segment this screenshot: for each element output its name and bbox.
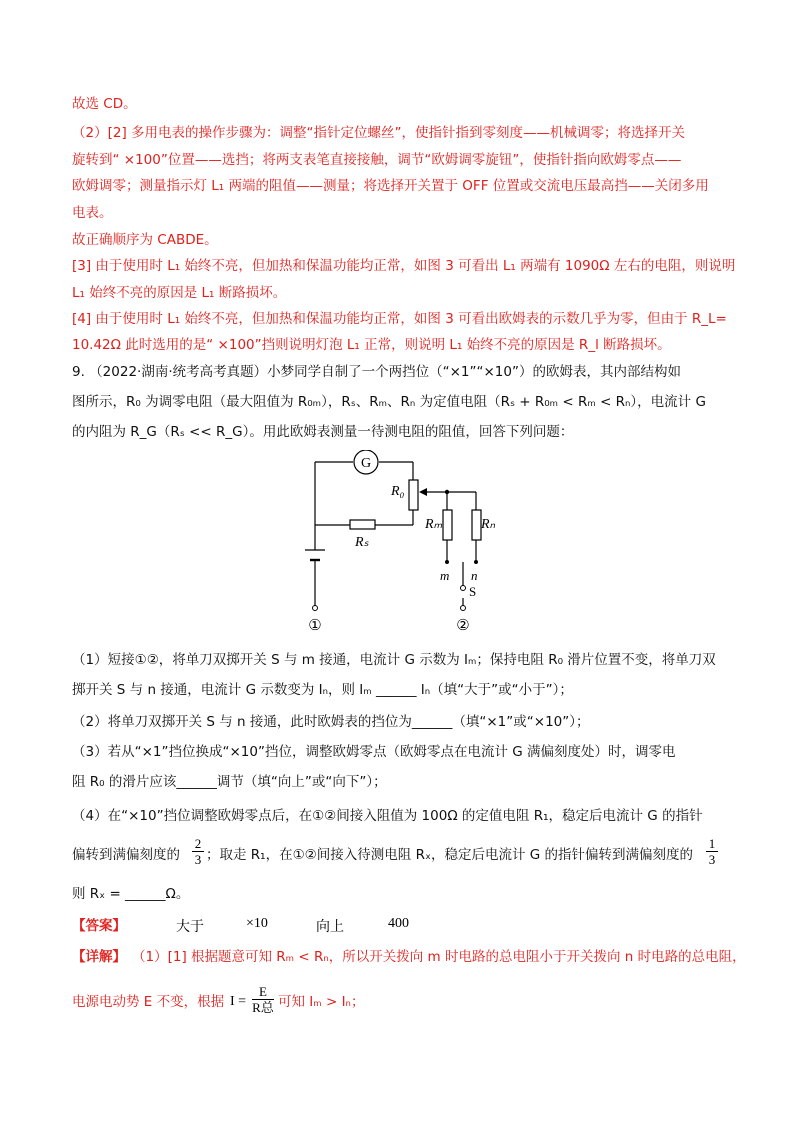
detail-line: （1）[1] 根据题意可知 Rₘ < Rₙ，所以开关拨向 m 时电路的总电阻小于开关拨向 n 时电路的总电阻， bbox=[132, 949, 746, 965]
question-line: 的内阻为 R_G（Rₛ << R_G）。用此欧姆表测量一待测电阻的阻值，回答下列问题： bbox=[72, 424, 574, 440]
rm-label: Rₘ bbox=[425, 517, 443, 532]
formula-numerator: E bbox=[259, 984, 267, 999]
fraction-denominator: 3 bbox=[706, 851, 718, 867]
resistor-r0 bbox=[409, 480, 418, 510]
circuit-diagram bbox=[295, 450, 515, 640]
m-label: m bbox=[440, 568, 450, 583]
fraction-numerator: 1 bbox=[708, 836, 716, 851]
question-line: 9. （2022·湖南·统考高考真题）小梦同学自制了一个两挡位（“×1”“×10”）的欧姆表，其内部结构如 bbox=[72, 364, 681, 380]
formula-fraction bbox=[252, 984, 274, 1015]
galvanometer-label: G bbox=[360, 456, 372, 471]
contact-n bbox=[474, 560, 478, 564]
detail-line-pre: 电源电动势 E 不变，根据 bbox=[72, 994, 225, 1010]
resistor-rs bbox=[350, 520, 375, 529]
answer-value-1: 大于 bbox=[176, 920, 204, 935]
part-2-line: （2）将单刀双掷开关 S 与 n 接通，此时欧姆表的挡位为______（填“×1”或“×10”）； bbox=[72, 714, 590, 730]
answer-line: 10.42Ω 此时选用的是“ ×100”挡则说明灯泡 L₁ 正常，则说明 L₁ 始终不亮的原因是 R_l 断路损坏。 bbox=[72, 337, 671, 353]
answer-line: [4] 由于使用时 L₁ 始终不亮，但加热和保温功能均正常，如图 3 可看出欧姆表的示数几乎为零，但由于 R_L= bbox=[72, 311, 727, 327]
resistor-rn bbox=[472, 510, 481, 540]
answer-line: [3] 由于使用时 L₁ 始终不亮，但加热和保温功能均正常，如图 3 可看出 L₁ 两端有 1090Ω 左右的电阻，则说明 bbox=[72, 258, 736, 274]
fraction-one-third bbox=[706, 836, 718, 867]
part-1-line: 掷开关 S 与 n 接通，电流计 G 示数变为 Iₙ，则 Iₘ ______ Iₙ（填“大于”或“小于”）； bbox=[72, 682, 573, 698]
part-4-line: 则 Rₓ = ______Ω。 bbox=[72, 886, 190, 902]
fraction-two-thirds bbox=[192, 836, 204, 867]
question-line: 图所示，R₀ 为调零电阻（最大阻值为 R₀ₘ），Rₛ、Rₘ、Rₙ 为定值电阻（Rₛ + R₀ₘ < Rₘ < Rₙ），电流计 G bbox=[72, 394, 706, 410]
detail-line-post: 可知 Iₘ > Iₙ； bbox=[278, 994, 365, 1010]
answer-label: 【答案】 bbox=[72, 918, 126, 934]
resistor-rm bbox=[443, 510, 452, 540]
fraction-numerator: 2 bbox=[194, 836, 202, 851]
terminal-2-label: ② bbox=[456, 618, 470, 634]
s-label: S bbox=[469, 584, 477, 599]
part-4-line-pre: 偏转到满偏刻度的 bbox=[72, 847, 180, 863]
part-4-line-post: ；取走 R₁，在①②间接入待测电阻 Rₓ，稳定后电流计 G 的指针偏转到满偏刻度的 bbox=[206, 847, 693, 863]
detail-label: 【详解】 bbox=[72, 949, 126, 965]
answer-value-2: ×10 bbox=[246, 916, 268, 931]
switch-pivot bbox=[461, 586, 466, 591]
answer-line: （2）[2] 多用电表的操作步骤为：调整“指针定位螺丝”，使指针指到零刻度——机械调零；将选择开关 bbox=[72, 125, 685, 141]
slider-arrow-icon bbox=[419, 488, 427, 496]
answer-line: 欧姆调零；测量指示灯 L₁ 两端的阻值——测量；将选择开关置于 OFF 位置或交流电压最高挡——关闭多用 bbox=[72, 178, 709, 194]
part-3-line: 阻 R₀ 的滑片应该______调节（填“向上”或“向下”）； bbox=[72, 774, 387, 790]
answer-line: 电表。 bbox=[72, 205, 113, 221]
answer-line: 故正确顺序为 CABDE。 bbox=[72, 232, 218, 248]
terminal-1 bbox=[313, 606, 318, 611]
fraction-denominator: 3 bbox=[192, 851, 204, 867]
answer-line: 故选 CD。 bbox=[72, 96, 137, 112]
formula-denominator: R总 bbox=[252, 1000, 274, 1015]
rs-label: Rₛ bbox=[355, 535, 369, 550]
junction-dot bbox=[445, 490, 449, 494]
part-1-line: （1）短接①②，将单刀双掷开关 S 与 m 接通，电流计 G 示数为 Iₘ；保持电阻 R₀ 滑片位置不变，将单刀双 bbox=[72, 652, 716, 668]
answer-value-4: 400 bbox=[388, 916, 409, 931]
answer-line: 旋转到“ ×100”位置——选挡；将两支表笔直接接触，调节“欧姆调零旋钮”，使指针指向欧姆零点—— bbox=[72, 152, 682, 168]
r0-label: R₀ bbox=[391, 484, 405, 499]
part-3-line: （3）若从“×1”挡位换成“×10”挡位，调整欧姆零点（欧姆零点在电流计 G 满偏刻度处）时，调零电 bbox=[72, 744, 676, 760]
contact-m bbox=[445, 560, 449, 564]
answer-line: L₁ 始终不亮的原因是 L₁ 断路损坏。 bbox=[72, 285, 287, 301]
formula-lhs: I = bbox=[230, 994, 247, 1009]
answer-value-3: 向上 bbox=[316, 920, 344, 935]
n-label: n bbox=[471, 568, 478, 583]
terminal-2 bbox=[461, 606, 466, 611]
rn-label: Rₙ bbox=[481, 517, 496, 532]
part-4-line: （4）在“×10”挡位调整欧姆零点后，在①②间接入阻值为 100Ω 的定值电阻 R₁，稳定后电流计 G 的指针 bbox=[72, 808, 703, 824]
terminal-1-label: ① bbox=[308, 618, 322, 634]
